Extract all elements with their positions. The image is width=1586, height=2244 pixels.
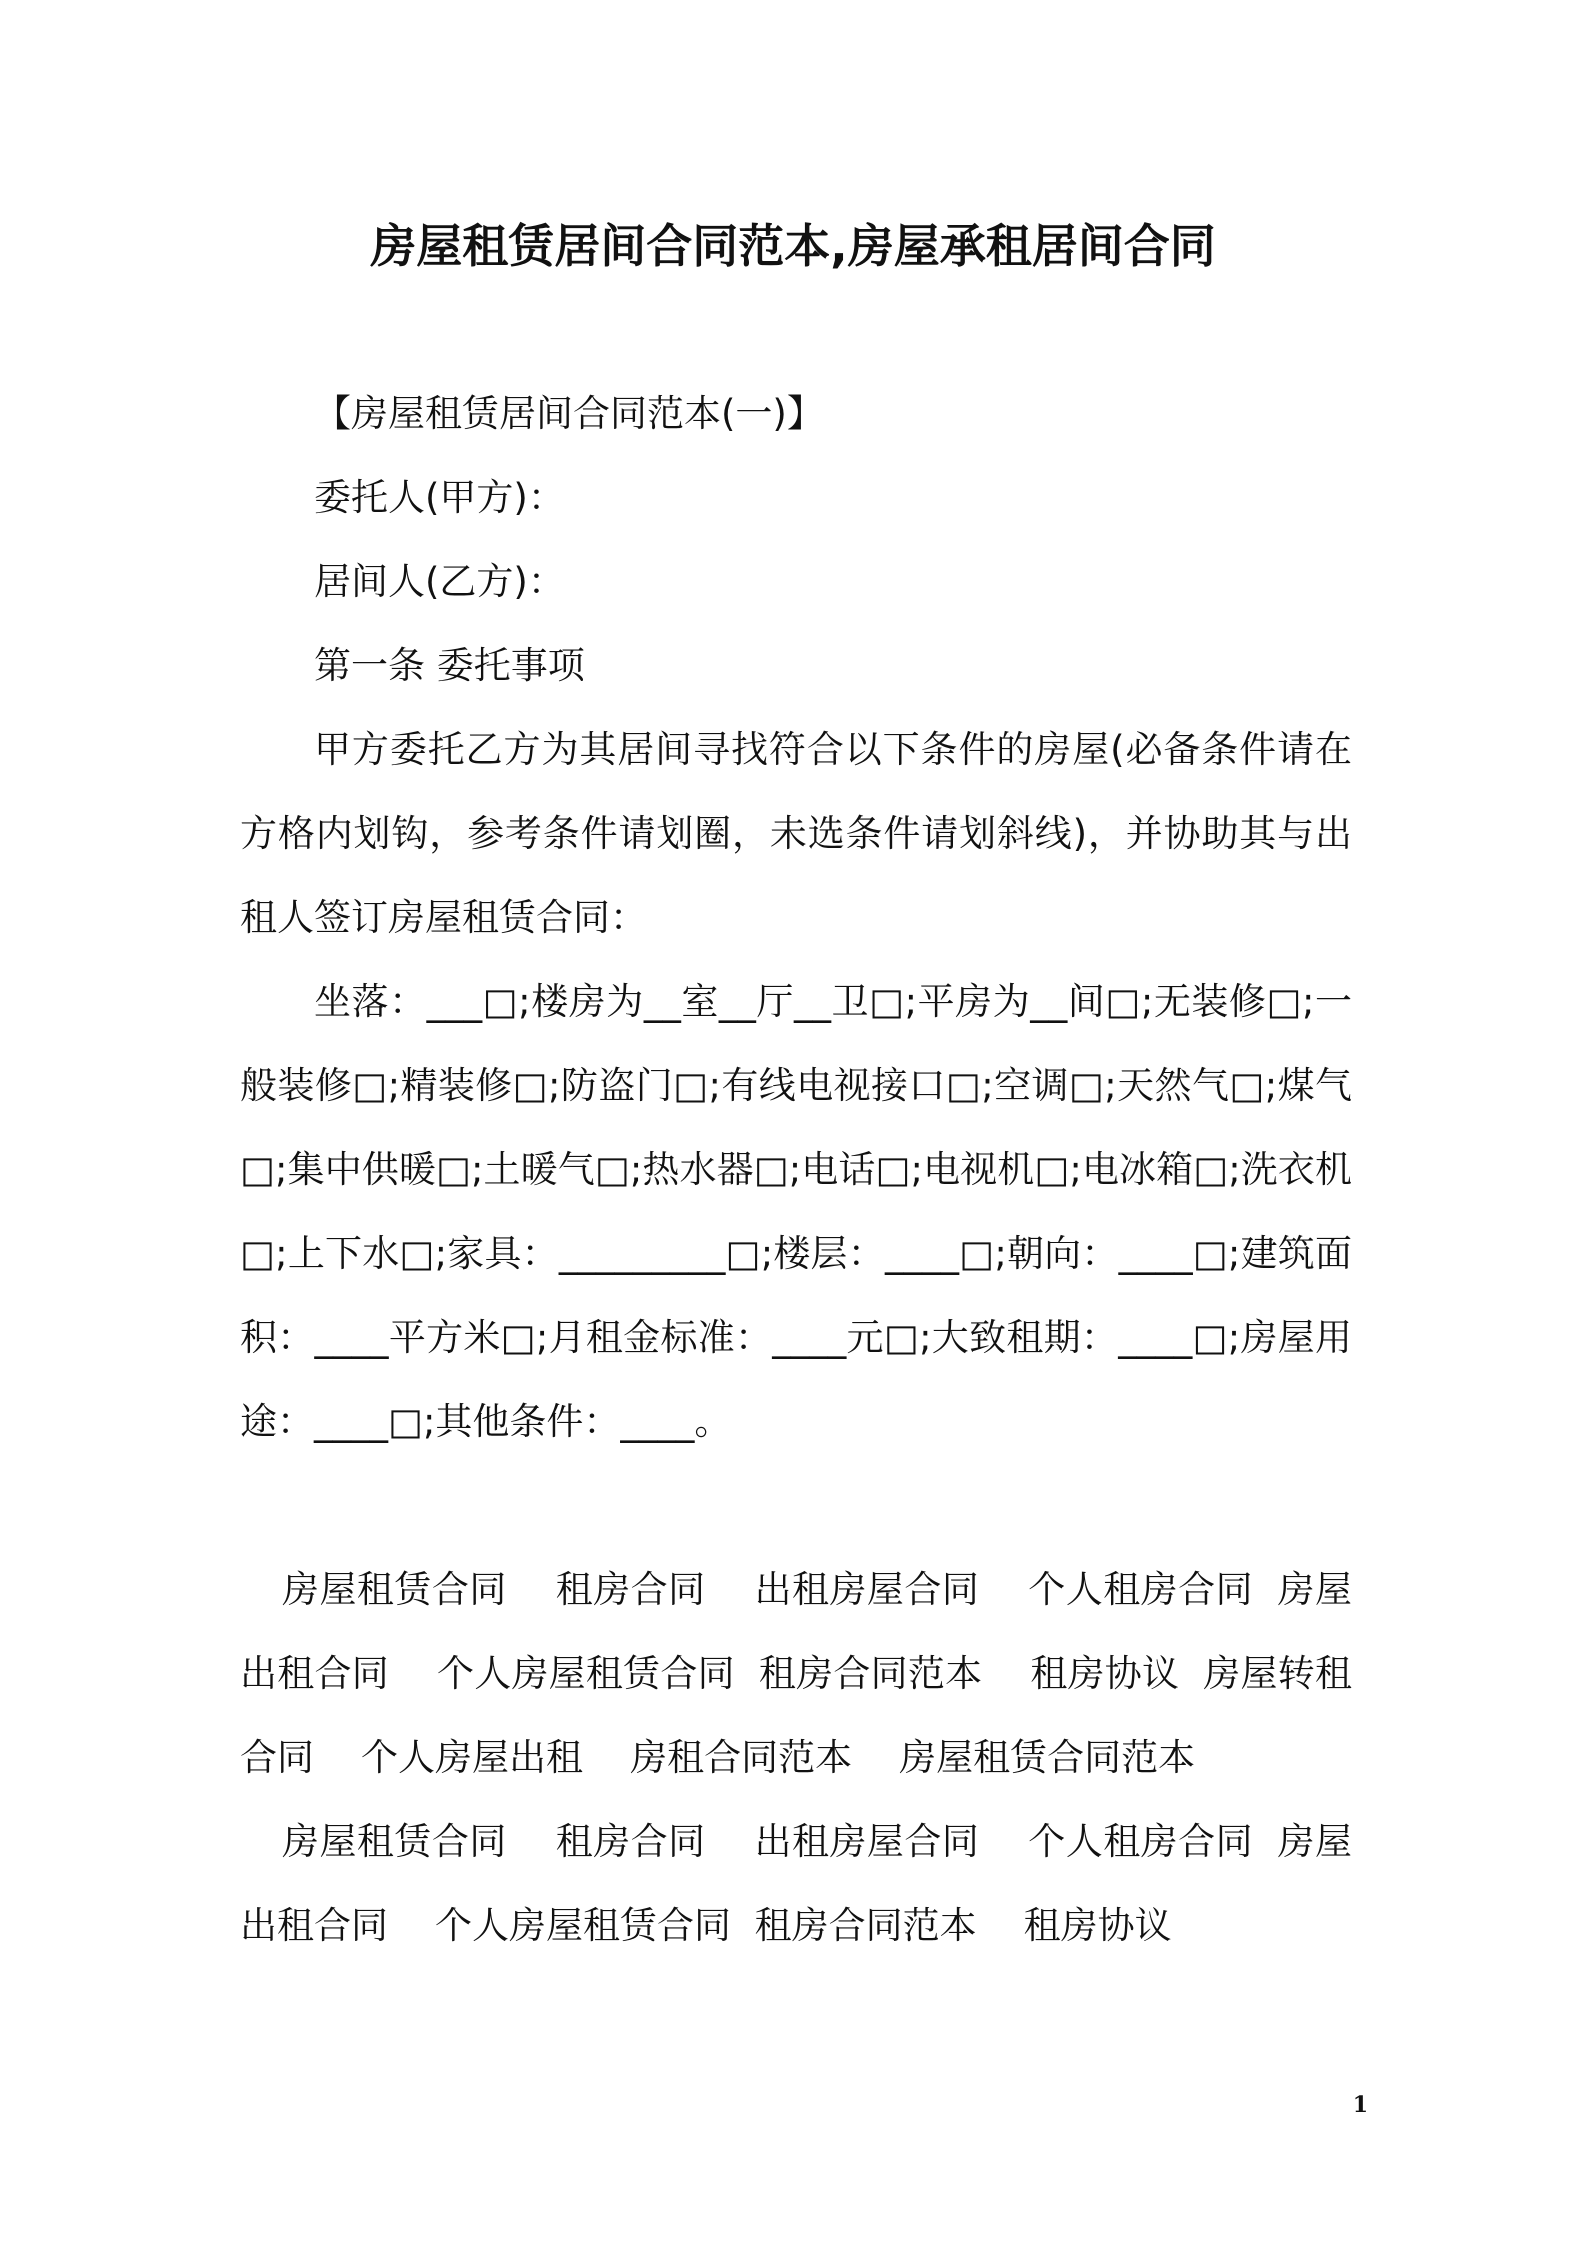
page-number: 1 <box>1352 2092 1368 2118</box>
document-title: 房屋租赁居间合同范本,房屋承租居间合同 <box>370 219 1216 273</box>
keywords-block-1: 房屋租赁合同 租房合同 出租房屋合同 个人租房合同 房屋出租合同 个人房屋租赁合同 租房合同范本 租房协议 房屋转租合同 个人房屋出租 房租合同范本 房屋租赁合同范本 <box>240 1568 1352 1779</box>
spacer <box>240 1464 1352 1548</box>
document-body <box>240 372 1352 1968</box>
section-heading: 【房屋租赁居间合同范本(一)】 <box>314 392 824 435</box>
article-1-paragraph: 甲方委托乙方为其居间寻找符合以下条件的房屋(必备条件请在方格内划钩，参考条件请划圈，未选条件请划斜线)，并协助其与出租人签订房屋租赁合同： <box>240 728 1352 939</box>
article-1-heading: 第一条 委托事项 <box>314 644 585 687</box>
conditions-paragraph: 坐落：___□;楼房为__室__厅__卫□;平房为__间□;无装修□;一般装修□;精装修□;防盗门□;有线电视接口□;空调□;天然气□;煤气□;集中供暖□;土暖气□;热水器□;电话□;电视机□;电冰箱□;洗衣机□;上下水□;家具：_________□;楼层：____□;朝向：____□;建筑面积：____平方米□;月租金标准：____元□;大致租期：____□;房屋用途：____□;其他条件：____。 <box>240 980 1352 1443</box>
keywords-block-2: 房屋租赁合同 租房合同 出租房屋合同 个人租房合同 房屋出租合同 个人房屋租赁合同 租房合同范本 租房协议 <box>240 1820 1352 1947</box>
party-a-line: 委托人(甲方)： <box>314 476 565 519</box>
party-b-line: 居间人(乙方)： <box>314 560 565 603</box>
